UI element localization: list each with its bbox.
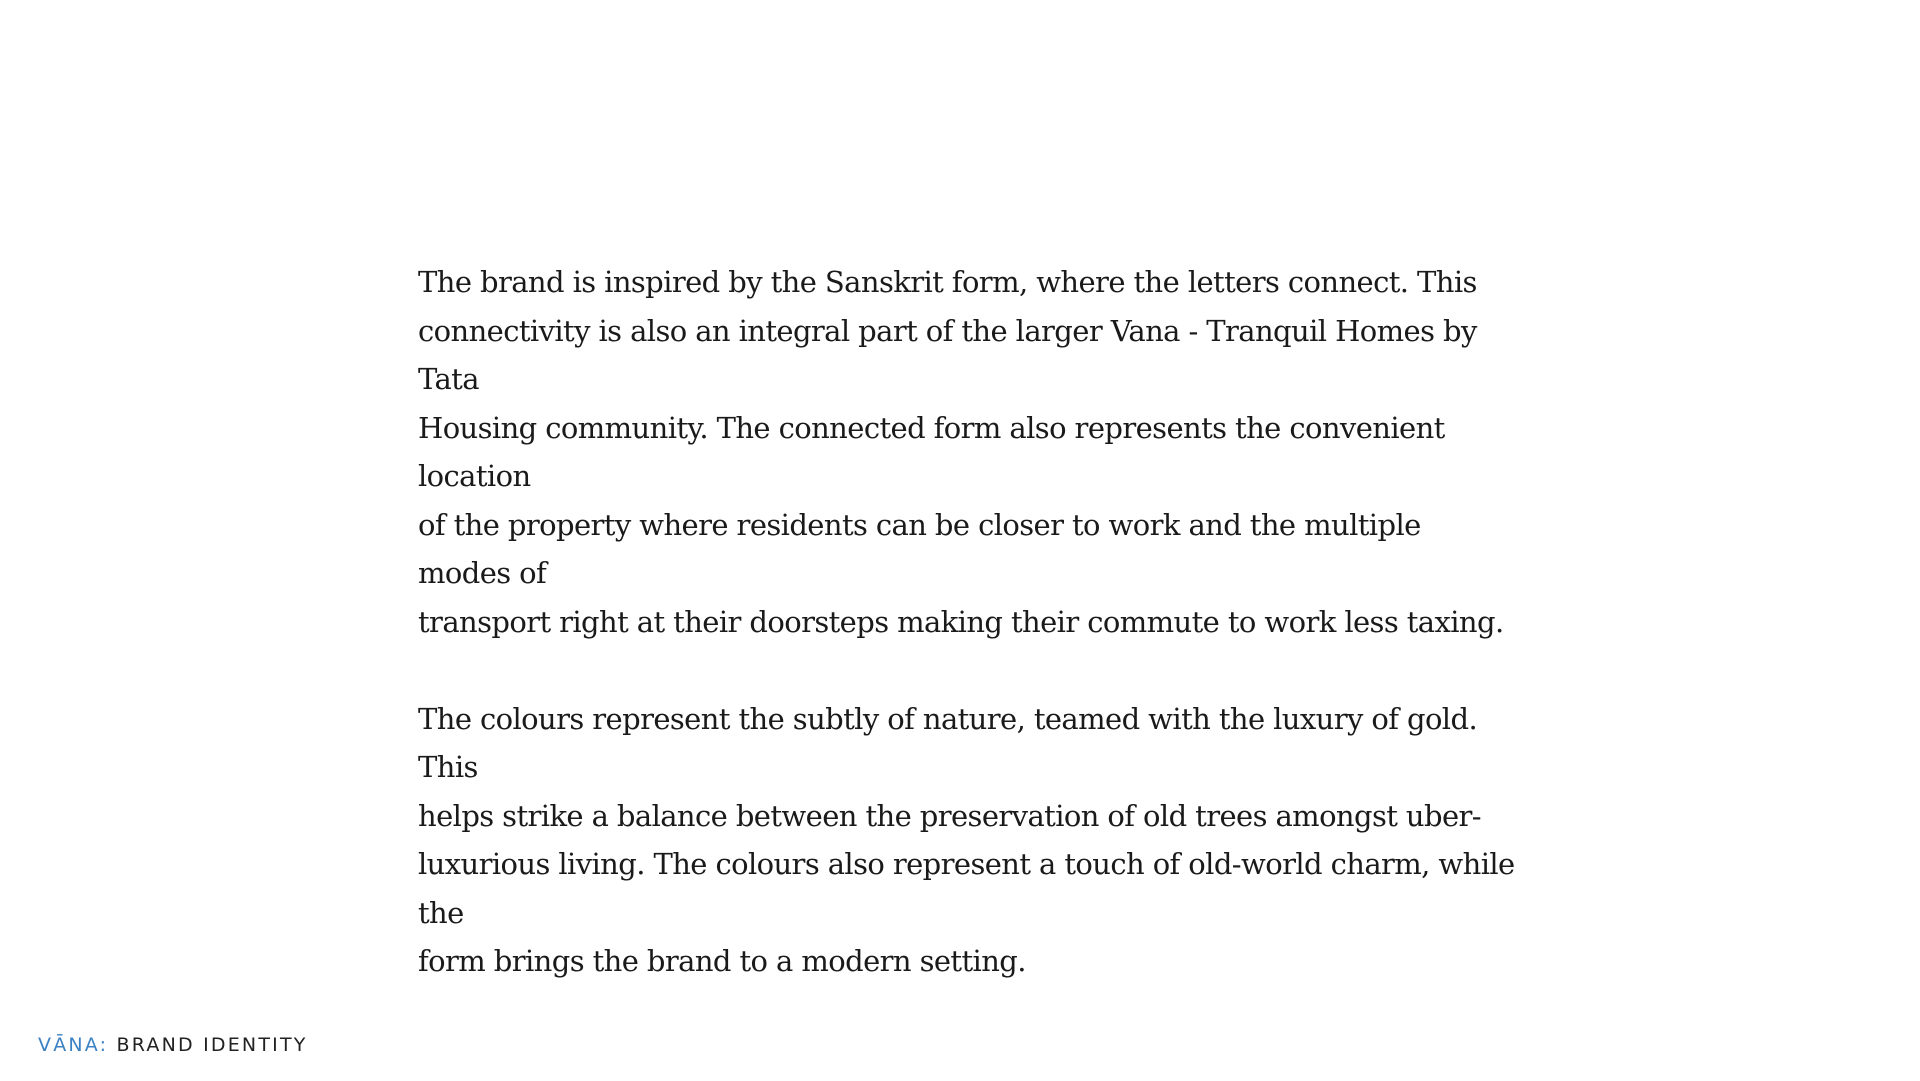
footer-section-label: BRAND IDENTITY [116, 1034, 308, 1056]
paragraph-colours: The colours represent the subtly of nature, teamed with the luxury of gold. This helps strike a balance between the preservation of old trees amongst uber- luxurious living. The colours also represent a touch of old-world charm, while the form brings the brand to a modern setting. [418, 701, 1515, 978]
paragraph-brand-inspiration: The brand is inspired by the Sanskrit form, where the letters connect. This connectivity is also an integral part of the larger Vana - Tranquil Homes by Tata Housing community. The connected form also represents the convenient location of the property where residents can be closer to work and the multiple modes of transport right at their doorsteps making their commute to work less taxing. [418, 265, 1504, 639]
footer-brand-name: VĀNA: [38, 1034, 109, 1056]
footer-caption [38, 1033, 308, 1057]
body-text [418, 258, 1518, 1034]
